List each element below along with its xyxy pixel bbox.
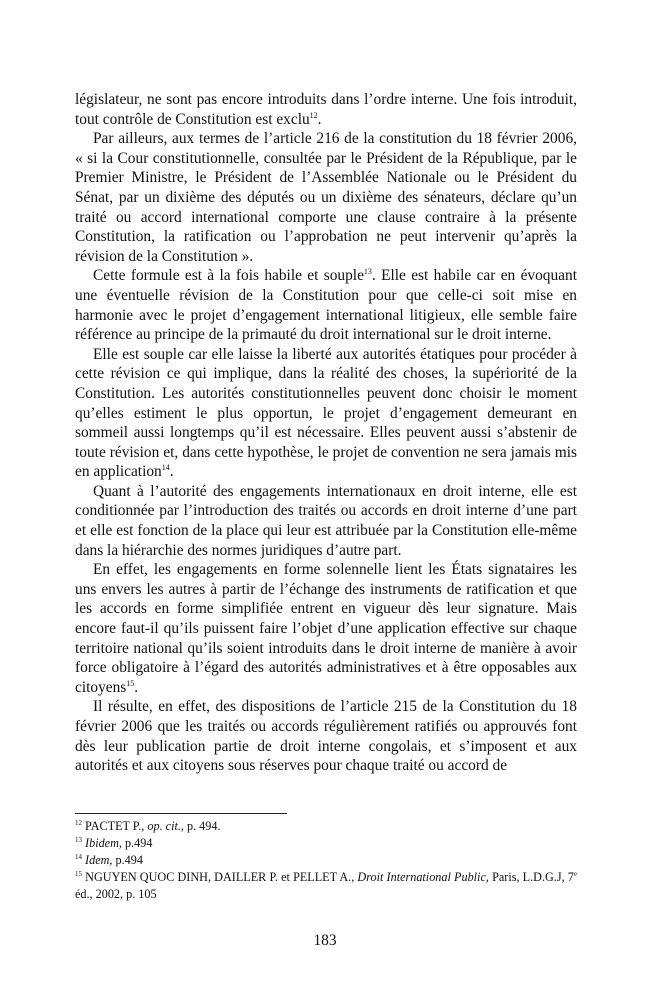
footnote bbox=[75, 869, 577, 903]
text-run: p.494 bbox=[121, 836, 153, 850]
text-run: éd., 2002, p. 105 bbox=[75, 887, 157, 901]
text-run: Paris, L.D.G.J, 7 bbox=[488, 870, 574, 884]
paragraph bbox=[75, 560, 577, 697]
paragraph bbox=[75, 697, 577, 775]
footnotes bbox=[75, 818, 577, 903]
italic-text: Ibidem, bbox=[85, 836, 122, 850]
footnote-number: 13 bbox=[75, 836, 82, 844]
text-run: législateur, ne sont pas encore introduits dans l’ordre interne. Une fois introduit, tout contrôle de Constitution est exclu bbox=[75, 91, 577, 128]
paragraph bbox=[75, 482, 577, 560]
paragraph bbox=[75, 90, 577, 129]
footnote-number: 12 bbox=[75, 819, 82, 827]
text-run: Quant à l’autorité des engagements internationaux en droit interne, elle est conditionnée par l’introduction des traités ou accords en droit interne d’une part et elle est fonction de la place qui leur est attribuée par la Constitution elle-même dans la hiérarchie des normes juridiques d’autre part. bbox=[75, 482, 577, 559]
footnote-ref: 15 bbox=[126, 678, 135, 688]
text-run: . Elle est habile car en évoquant une éventuelle révision de la Constitution pour que celle-ci soit mise en harmonie avec le projet d’engagement international litigieux, elle semble faire référence au principe de la primauté du droit international sur le droit interne. bbox=[75, 267, 577, 344]
page-number: 183 bbox=[313, 932, 337, 949]
text-run: Elle est souple car elle laisse la liberté aux autorités étatiques pour procéder à cette révision ce qui implique, dans la réalité des choses, la supériorité de la Constitution. Les autorités constitutionnelles peuvent donc choisir le moment qu’elles estiment le plus opportun, le projet d’engagement demeurant en sommeil aussi longtemps qu’il est nécessaire. Elles peuvent aussi s’abstenir de toute révision et, dans cette hypothèse, le projet de convention ne sera jamais mis en application bbox=[75, 345, 577, 481]
paragraph bbox=[75, 129, 577, 266]
footnote-ref: e bbox=[573, 870, 578, 878]
footnote-ref: 12 bbox=[309, 110, 318, 120]
text-run: Par ailleurs, aux termes de l’article 216 de la constitution du 18 février 2006, « si la Cour constitutionnelle, consultée par le Président de la République, par le Premier Ministre, le Président de l’Assemblée Nationale ou le Président du Sénat, par un dixième des députés ou un dixième des sénateurs, déclare qu’un traité ou accord international comporte une clause contraire à la présente Constitution, la ratification ou l’approbation ne peut intervenir qu’après la révision de la Constitution ». bbox=[75, 130, 577, 265]
text-run: En effet, les engagements en forme solennelle lient les États signataires les uns envers les autres à partir de l’échange des instruments de ratification et que les accords en forme simplifiée entrent en vigueur dès leur signature. Mais encore faut-il qu’ils puissent faire l’objet d’une application effective sur chaque territoire national qu’ils soient introduits dans le droit interne de manière à avoir force obligatoire à l’égard des autorités administratives et à être opposables aux citoyens bbox=[75, 561, 577, 696]
text-run: , p. 494. bbox=[180, 819, 221, 833]
body-text bbox=[75, 90, 577, 776]
text-run: p.494 bbox=[112, 853, 143, 867]
italic-text: Droit International Public, bbox=[357, 870, 489, 884]
text-run: . bbox=[169, 463, 174, 481]
text-run: . bbox=[317, 110, 322, 128]
italic-text: op. cit. bbox=[147, 819, 181, 833]
footnote-separator bbox=[75, 813, 287, 814]
footnote bbox=[75, 852, 577, 869]
text-run: Il résulte, en effet, des dispositions de l’article 215 de la Constitution du 18 février 2006 que les traités ou accords régulièrement ratifiés ou approuvés font dès leur publication partie de droit interne congolais, et s’imposent et aux autorités et aux citoyens sous réserves pour chaque traité ou accord de bbox=[75, 698, 577, 775]
italic-text: Idem, bbox=[85, 853, 113, 867]
footnote bbox=[75, 818, 577, 835]
text-run: NGUYEN QUOC DINH, DAILLER P. et PELLET A., bbox=[85, 870, 358, 884]
paragraph bbox=[75, 266, 577, 344]
footnote-ref: 13 bbox=[363, 267, 372, 277]
footnote bbox=[75, 835, 577, 852]
footnote-ref: 14 bbox=[161, 463, 170, 473]
text-run: . bbox=[134, 678, 139, 696]
text-run: PACTET P., bbox=[85, 819, 148, 833]
footnote-number: 14 bbox=[75, 853, 82, 861]
text-run: Cette formule est à la fois habile et souple bbox=[93, 267, 364, 285]
paragraph bbox=[75, 345, 577, 482]
footnote-number: 15 bbox=[75, 870, 82, 878]
